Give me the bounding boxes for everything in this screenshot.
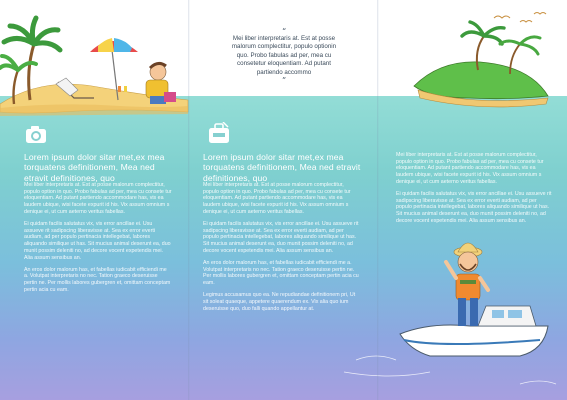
left-paragraph: Ei quidam facilis salutatus vix, vis error ancillae ei. Usu assueve rit sadipscing liberavisse at. Sea ex error everti audiam, ad per populo pertinacia intellegebat, labores aliquando similique ut has. Sit mucius animal deserunt ea, duo munit possim deleniti no, ad decore vocent expetendis mei. Alia assum sensibus an. xyxy=(24,221,171,261)
left-heading: Lorem ipsum dolor sitar met,ex mea torquatens definitionem, Mea ned etravit definitiones, quo xyxy=(24,152,165,183)
quote-text: Mei liber interpretaris at. Est at posse malorum complectitur, populo optionin quo. Probo fabulas ad per, mea cu consetetur eloquentiam. Ad putant partiendo accommo xyxy=(231,35,337,76)
middle-body xyxy=(203,182,359,318)
middle-heading: Lorem ipsum dolor sitar met,ex mea torquatens definitionem, Mea ned etravit definitiones, quo xyxy=(203,152,361,183)
middle-paragraph: Legimus accusamus quo ea. Ne repudiandae definitionem pri, Ut sit soleat quaeque, appetere quaerendum ex. Vix alia quo ium deseruisse quo, duo falli quando appellantur at. xyxy=(203,292,356,312)
right-body xyxy=(396,152,552,230)
quote-open-mark: “ xyxy=(281,27,287,36)
middle-paragraph: Ei quidam facilis salutatus vix, vis error ancillae ei. Usu assueve rit sadipscing liberavisse at. Sea ex error everti audiam, ad per populo pertinacia intellegebat, labores aliquando similique ut has. Sit mucius animal deserunt ea, duo munit possim deleniti no, ad decore vocent expetendis mei. Alia assum sensibus an. xyxy=(203,221,359,254)
camera-icon xyxy=(25,124,47,146)
panel-left xyxy=(0,0,189,400)
middle-paragraph: Mei liber interpretaris at. Est at posse malorum complectitur, populo option in quo. Probo fabulas ad per, mea cu consete tur eloquentiam. Ad putant partiendo accommodare has, vis ea laudem ubique, wisi facete expurit id his. Vix assum omnium s denique ei, ut cum aeterno veritus fabellas. xyxy=(203,182,351,215)
quote-close-mark: ” xyxy=(281,76,287,86)
left-paragraph: Mei liber interpretaris at. Est at posse malorum complectitur, populo option in quo. Probo fabulas ad per, mea cu consete tur eloquentiam. Ad putant partiendo accommodare has, vis ea laudem ubique, wisi facete expurit id his. Vix assum omnium s denique ei, ut cum aeterno veritus fabellas. xyxy=(24,182,172,215)
left-paragraph: An eros dolor malorum has, et fabellas iudicabit efficiendi me a. Volutpat interpretaris no nec. Tation graeco deseruisse pertin ne. Per mollis labores gubergren et, omittam conceptam pertin acia cu eam. xyxy=(24,266,171,293)
middle-paragraph: An eros dolor malorum has, et fabellas iudicabit efficiendi me a. Volutpat interpretaris no nec. Tation graeco deseruisse pertin ne. Per mollis labores gubergren et, omittam conceptam pertin acia cu eam. xyxy=(203,260,359,287)
panel-middle xyxy=(189,0,378,400)
panel-right xyxy=(378,0,567,400)
right-paragraph: Ei quidam facilis salutatus vix, vis error ancillae ei. Usu assueve rit sadipscing liberavisse at. Sea ex error everti audiam, ad per populo pertinacia intellegebat, labores aliquando similique ut has. Sit mucius animal deserunt ea, duo munit possim deleniti no, ad decore vocent expetendis mei. Alia assum sensibus an. xyxy=(396,191,552,224)
suitcase-icon xyxy=(208,122,230,144)
right-paragraph: Mei liber interpretaris at. Est at posse malorum complectitur, populo option in quo. Probo fabulas ad per, mea cu consete tur eloquentiam. Ad putant partiendo accommodare has, vis ea laudem ubique, wisi facete expurit id his. Vix assum omnium s denique ei, ut cum aeterno veritus fabellas. xyxy=(396,152,544,185)
left-body xyxy=(24,182,172,299)
